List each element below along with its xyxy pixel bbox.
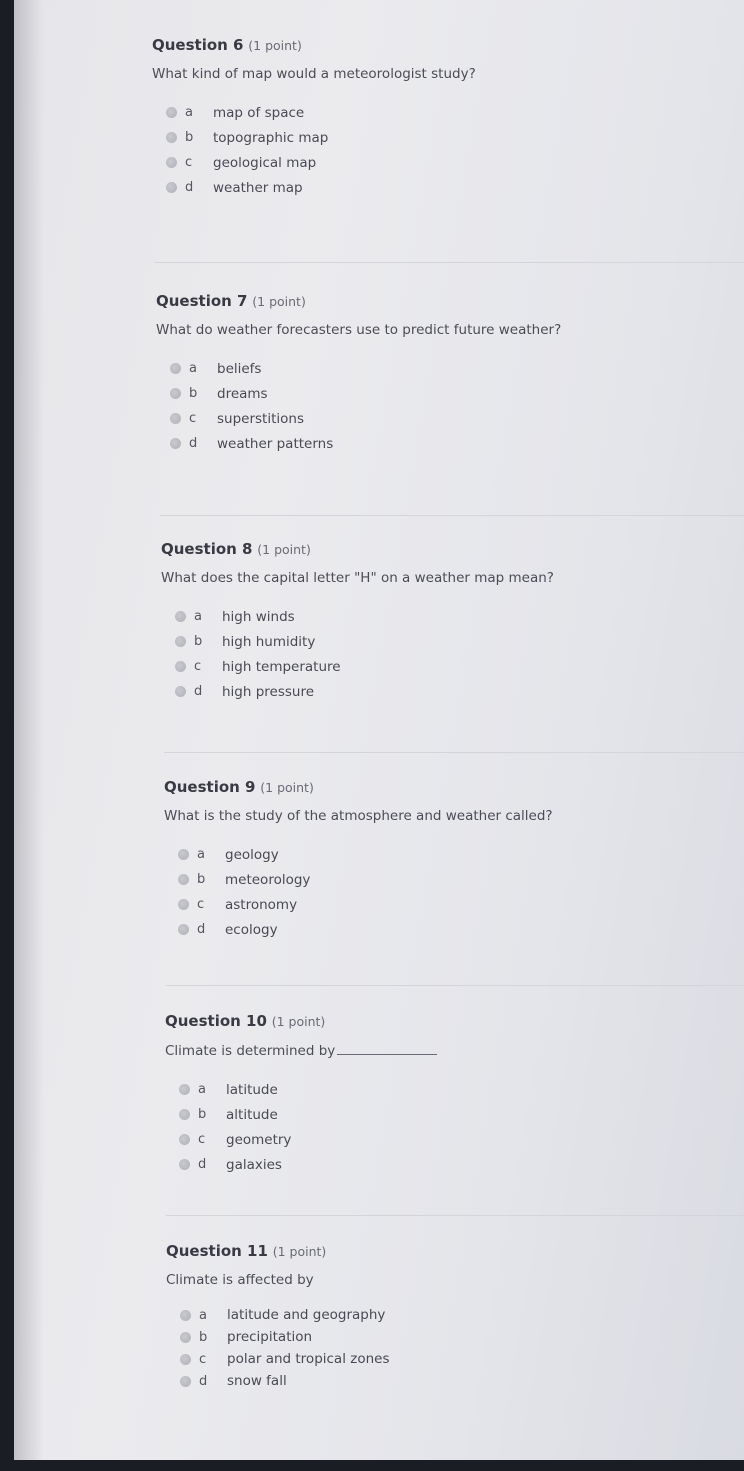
answer-blank (337, 1042, 437, 1055)
question-points: (1 point) (271, 1014, 326, 1029)
question-points: (1 point) (257, 542, 311, 557)
radio-button[interactable] (170, 388, 181, 399)
option-text: ecology (225, 921, 278, 938)
option-b[interactable] (170, 381, 561, 406)
option-letter: d (197, 922, 206, 937)
option-d[interactable] (166, 175, 476, 200)
question-prompt: Climate is affected by (166, 1272, 314, 1288)
radio-button[interactable] (178, 924, 189, 935)
option-letter: b (194, 634, 203, 649)
question-points: (1 point) (272, 1244, 327, 1259)
option-text: galaxies (226, 1156, 282, 1173)
option-d[interactable] (175, 679, 554, 704)
question-number: Question 9 (164, 778, 256, 796)
option-text: polar and tropical zones (227, 1351, 390, 1367)
option-b[interactable] (166, 125, 476, 150)
question-prompt: What is the study of the atmosphere and weather called? (164, 808, 553, 824)
option-letter: c (189, 411, 197, 426)
option-text: latitude (226, 1081, 278, 1098)
option-text: weather map (213, 179, 303, 196)
radio-button[interactable] (180, 1332, 191, 1343)
question-points: (1 point) (248, 38, 302, 53)
question-title (152, 36, 476, 54)
option-letter: a (189, 361, 197, 376)
option-c[interactable] (166, 150, 476, 175)
option-letter: a (194, 609, 202, 624)
option-d[interactable] (179, 1152, 437, 1177)
radio-button[interactable] (175, 611, 186, 622)
option-text: astronomy (225, 896, 298, 913)
option-text: high temperature (222, 658, 341, 675)
option-text: weather patterns (217, 435, 334, 452)
question-title (156, 292, 561, 310)
option-a[interactable] (166, 100, 476, 125)
question-title (166, 1242, 390, 1260)
option-a[interactable] (180, 1304, 390, 1326)
question-number: Question 8 (161, 540, 253, 558)
answer-options (178, 842, 553, 942)
radio-button[interactable] (170, 438, 181, 449)
option-letter: a (197, 847, 205, 862)
option-letter: b (198, 1107, 207, 1122)
option-letter: b (199, 1329, 208, 1345)
option-text: superstitions (217, 410, 304, 427)
question-points: (1 point) (252, 294, 306, 309)
question-11 (166, 1242, 390, 1392)
radio-button[interactable] (170, 363, 181, 374)
question-number: Question 11 (166, 1242, 268, 1260)
option-letter: c (199, 1351, 207, 1367)
answer-options (179, 1077, 437, 1177)
radio-button[interactable] (166, 132, 177, 143)
option-a[interactable] (179, 1077, 437, 1102)
option-a[interactable] (178, 842, 553, 867)
option-letter: a (185, 105, 193, 120)
option-c[interactable] (178, 892, 553, 917)
option-letter: d (189, 436, 198, 451)
option-b[interactable] (175, 629, 554, 654)
quiz-page (14, 0, 744, 1460)
option-text: altitude (226, 1106, 278, 1123)
divider (166, 985, 744, 986)
option-letter: a (198, 1082, 206, 1097)
radio-button[interactable] (166, 107, 177, 118)
question-prompt: What do weather forecasters use to predict future weather? (156, 322, 562, 338)
option-text: geometry (226, 1131, 292, 1148)
divider (166, 1215, 744, 1216)
option-text: dreams (217, 385, 268, 402)
question-points: (1 point) (260, 780, 314, 795)
option-text: high pressure (222, 683, 315, 700)
question-9 (164, 778, 553, 942)
answer-options (166, 100, 476, 200)
question-prompt: What kind of map would a meteorologist study? (152, 66, 476, 82)
radio-button[interactable] (175, 636, 186, 647)
answer-options (175, 604, 554, 704)
option-letter: d (198, 1157, 207, 1172)
option-b[interactable] (180, 1326, 390, 1348)
question-title (165, 1012, 437, 1030)
option-letter: a (199, 1307, 207, 1323)
question-8 (161, 540, 554, 704)
question-number: Question 10 (165, 1012, 267, 1030)
option-c[interactable] (180, 1348, 390, 1370)
radio-button[interactable] (180, 1310, 191, 1321)
option-text: high winds (222, 608, 295, 625)
question-number: Question 6 (152, 36, 244, 54)
option-b[interactable] (179, 1102, 437, 1127)
option-letter: c (185, 155, 193, 170)
option-c[interactable] (175, 654, 554, 679)
question-prompt: What does the capital letter "H" on a weather map mean? (161, 570, 554, 586)
option-d[interactable] (170, 431, 561, 456)
option-b[interactable] (178, 867, 553, 892)
option-letter: d (199, 1373, 208, 1389)
option-letter: c (194, 659, 202, 674)
option-letter: d (185, 180, 194, 195)
question-10 (165, 1012, 437, 1177)
divider (154, 262, 744, 263)
radio-button[interactable] (170, 413, 181, 424)
radio-button[interactable] (179, 1084, 190, 1095)
radio-button[interactable] (166, 182, 177, 193)
option-letter: b (185, 130, 194, 145)
option-letter: b (197, 872, 206, 887)
radio-button[interactable] (178, 899, 189, 910)
radio-button[interactable] (175, 661, 186, 672)
question-prompt (165, 1042, 437, 1059)
option-text: geological map (213, 154, 317, 171)
prompt-text: Climate is determined by (165, 1043, 336, 1059)
option-d[interactable] (178, 917, 553, 942)
question-number: Question 7 (156, 292, 248, 310)
radio-button[interactable] (179, 1159, 190, 1170)
radio-button[interactable] (166, 157, 177, 168)
question-title (164, 778, 553, 796)
option-letter: b (189, 386, 198, 401)
radio-button[interactable] (180, 1376, 191, 1387)
radio-button[interactable] (175, 686, 186, 697)
question-6 (152, 36, 476, 200)
option-c[interactable] (170, 406, 561, 431)
radio-button[interactable] (180, 1354, 191, 1365)
radio-button[interactable] (178, 874, 189, 885)
divider (160, 515, 744, 516)
radio-button[interactable] (178, 849, 189, 860)
option-text: meteorology (225, 871, 311, 888)
option-c[interactable] (179, 1127, 437, 1152)
option-letter: c (198, 1132, 206, 1147)
answer-options (170, 356, 561, 456)
option-text: map of space (213, 104, 305, 121)
option-text: topographic map (213, 129, 329, 146)
divider (164, 752, 744, 753)
radio-button[interactable] (179, 1109, 190, 1120)
option-text: beliefs (217, 360, 262, 377)
question-7 (156, 292, 561, 456)
option-text: precipitation (227, 1329, 313, 1345)
option-text: snow fall (227, 1373, 287, 1389)
option-d[interactable] (180, 1370, 390, 1392)
option-a[interactable] (175, 604, 554, 629)
question-title (161, 540, 554, 558)
radio-button[interactable] (179, 1134, 190, 1145)
option-letter: c (197, 897, 205, 912)
option-text: high humidity (222, 633, 316, 650)
option-letter: d (194, 684, 203, 699)
option-text: latitude and geography (227, 1307, 386, 1323)
option-a[interactable] (170, 356, 561, 381)
answer-options (180, 1304, 390, 1392)
option-text: geology (225, 846, 279, 863)
